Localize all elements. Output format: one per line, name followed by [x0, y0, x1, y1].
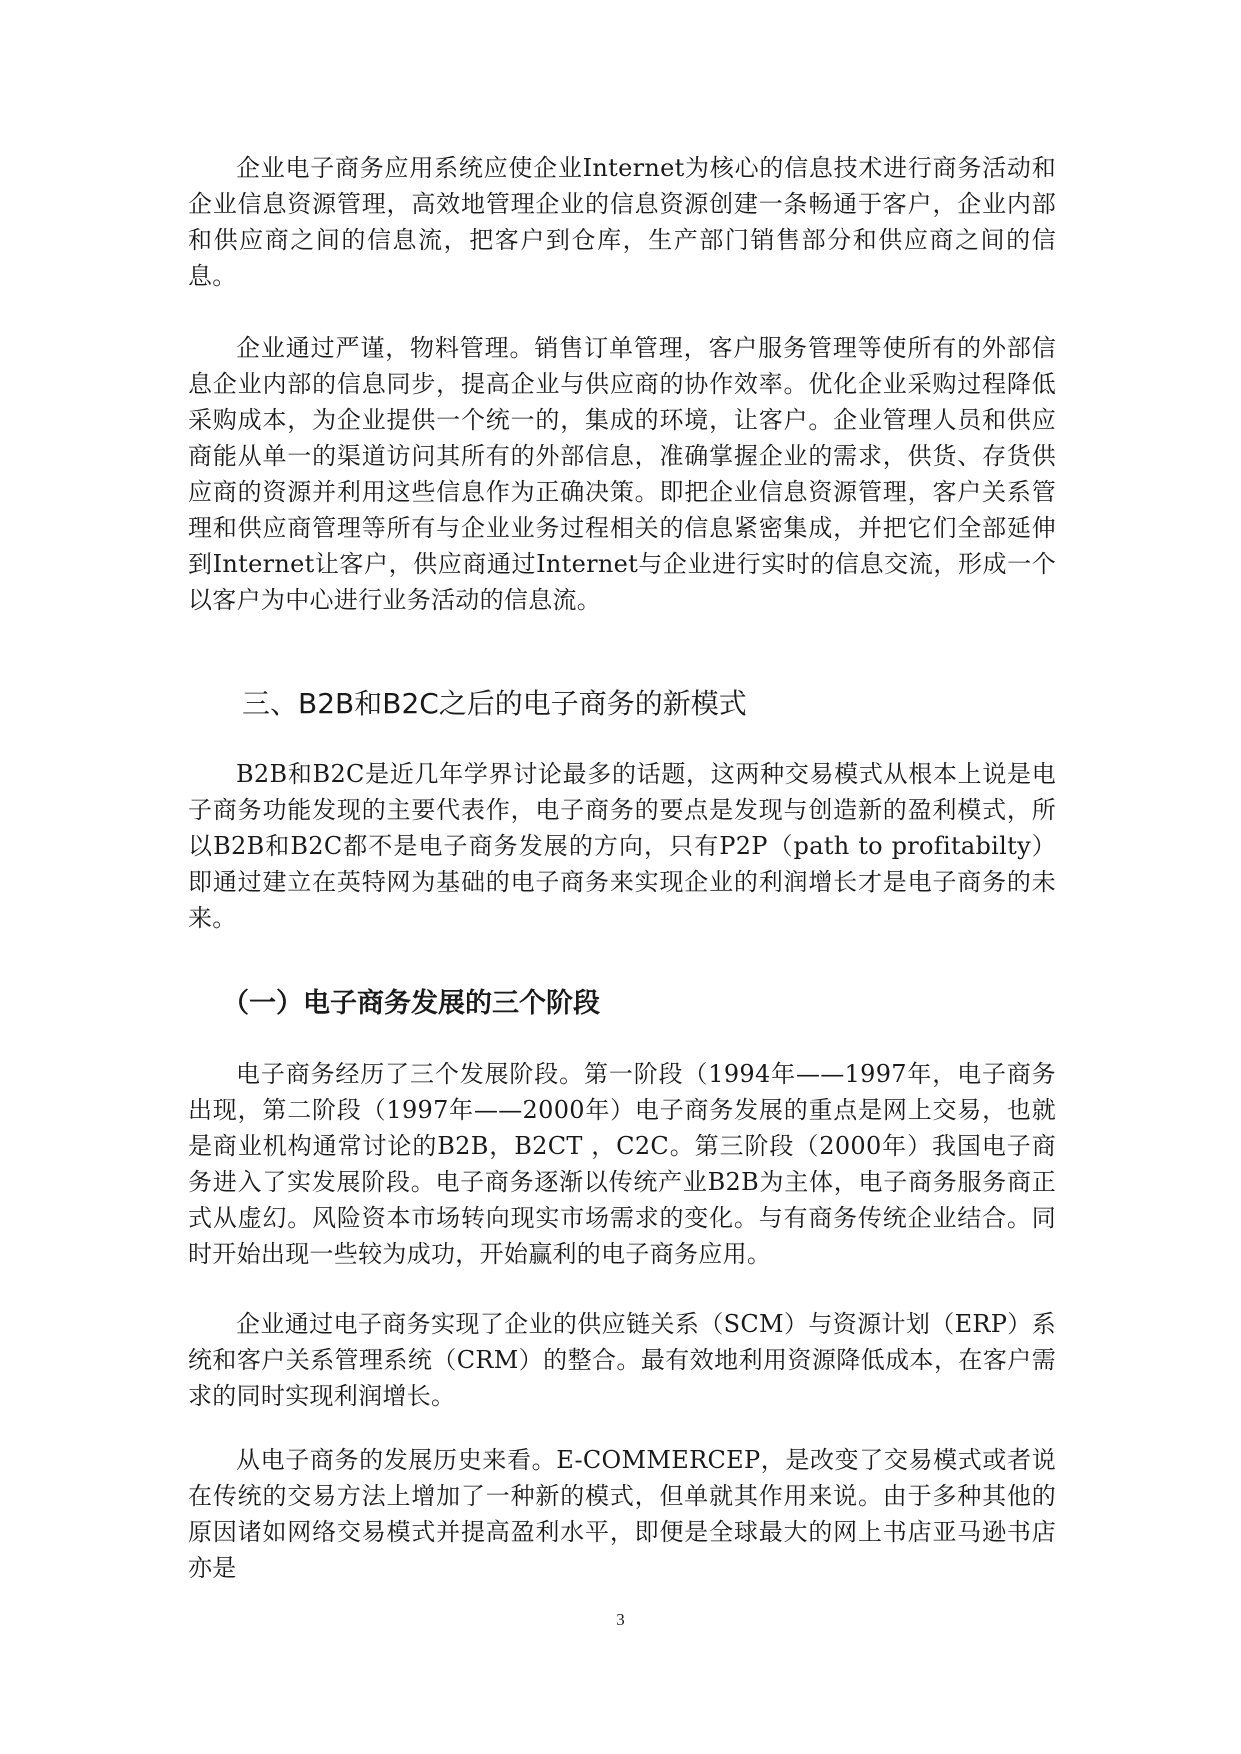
- body-paragraph: B2B和B2C是近几年学界讨论最多的话题，这两种交易模式从根本上说是电子商务功能发现的主要代表作，电子商务的要点是发现与创造新的盈利模式，所以B2B和B2C都不是电子商务发展的方向，只有P2P（path to profitabilty）即通过建立在英特网为基础的电子商务来实现企业的利润增长才是电子商务的未来。: [188, 760, 1056, 932]
- body-paragraph: 企业通过严谨，物料管理。销售订单管理，客户服务管理等使所有的外部信息企业内部的信息同步，提高企业与供应商的协作效率。优化企业采购过程降低采购成本，为企业提供一个统一的，集成的环境，让客户。企业管理人员和供应商能从单一的渠道访问其所有的外部信息，准确掌握企业的需求，供货、存货供应商的资源并利用这些信息作为正确决策。即把企业信息资源管理，客户关系管理和供应商管理等所有与企业业务过程相关的信息紧密集成，并把它们全部延伸到Internet让客户，供应商通过Internet与企业进行实时的信息交流，形成一个以客户为中心进行业务活动的信息流。: [188, 334, 1056, 614]
- body-paragraph: 企业通过电子商务实现了企业的供应链关系（SCM）与资源计划（ERP）系统和客户关系管理系统（CRM）的整合。最有效地利用资源降低成本，在客户需求的同时实现利润增长。: [188, 1310, 1056, 1410]
- body-paragraph: 电子商务经历了三个发展阶段。第一阶段（1994年——1997年，电子商务出现，第二阶段（1997年——2000年）电子商务发展的重点是网上交易，也就是商业机构通常讨论的B2B，B2CT ，C2C。第三阶段（2000年）我国电子商务进入了实发展阶段。电子商务逐渐以传统产业B2B为主体，电子商务服务商正式从虚幻。风险资本市场转向现实市场需求的变化。与有商务传统企业结合。同时开始出现一些较为成功，开始赢利的电子商务应用。: [188, 1060, 1056, 1268]
- body-paragraph: 从电子商务的发展历史来看。E-COMMERCEP，是改变了交易模式或者说在传统的交易方法上增加了一种新的模式，但单就其作用来说。由于多种其他的原因诸如网络交易模式并提高盈利水平，即便是全球最大的网上书店亚马逊书店亦是: [188, 1446, 1056, 1582]
- subsection-heading: （一）电子商务发展的三个阶段: [222, 988, 600, 1019]
- page-number: 3: [616, 1610, 625, 1629]
- body-paragraph: 企业电子商务应用系统应使企业Internet为核心的信息技术进行商务活动和企业信息资源管理，高效地管理企业的信息资源创建一条畅通于客户，企业内部和供应商之间的信息流，把客户到仓库，生产部门销售部分和供应商之间的信息。: [188, 154, 1056, 290]
- section-heading: 三、B2B和B2C之后的电子商务的新模式: [242, 687, 747, 720]
